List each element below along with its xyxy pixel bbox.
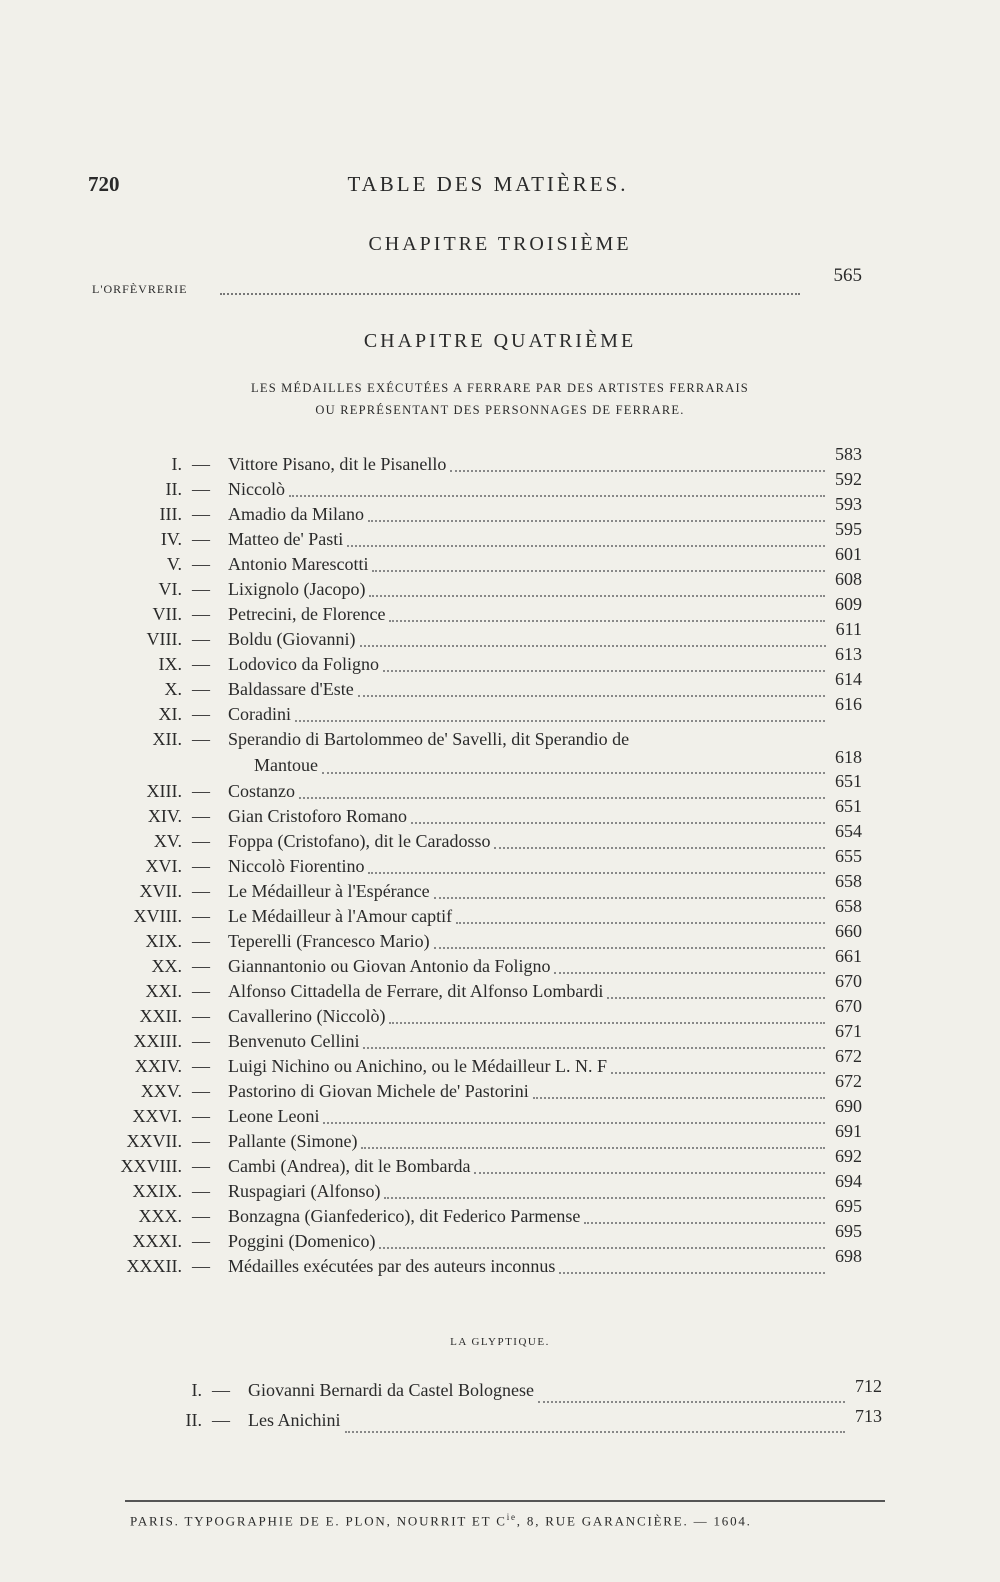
toc-entry-number: V. <box>166 554 182 574</box>
chapter-4-subtitle-line-2: OU REPRÉSENTANT DES PERSONNAGES DE FERRARE. <box>315 403 685 417</box>
leader-dots <box>538 1401 845 1403</box>
leader-dots <box>368 872 825 874</box>
toc-entry-page: 658 <box>835 871 862 891</box>
leader-dots <box>295 720 825 722</box>
toc-entry-number: I. <box>171 454 182 474</box>
toc-entry-title: Pastorino di Giovan Michele de' Pastorini <box>228 1081 529 1101</box>
leader-dots <box>559 1272 825 1274</box>
toc-entry <box>100 771 870 802</box>
toc-entry-number: XXVIII. <box>120 1156 182 1176</box>
toc-entry <box>100 871 870 902</box>
toc-entry <box>100 469 870 500</box>
toc-entry-page: 651 <box>835 796 862 816</box>
toc-entry-title: Le Médailleur à l'Amour captif <box>228 906 453 926</box>
leader-dots <box>220 293 800 295</box>
toc-entry-title: Médailles exécutées par des auteurs inconnus <box>228 1256 556 1276</box>
toc-entry <box>100 644 870 675</box>
toc-entry <box>100 594 870 625</box>
em-dash: — <box>192 454 210 474</box>
toc-entry <box>100 1046 870 1077</box>
em-dash: — <box>192 1131 210 1151</box>
toc-entry-title: Vittore Pisano, dit le Pisanello <box>228 454 447 474</box>
imprint-text: PARIS. TYPOGRAPHIE DE E. PLON, NOURRIT ET C <box>130 1513 507 1529</box>
toc-entry-page: 672 <box>835 1046 862 1066</box>
em-dash: — <box>192 1056 210 1076</box>
em-dash: — <box>192 1181 210 1201</box>
toc-entry <box>100 619 870 650</box>
em-dash: — <box>192 906 210 926</box>
toc-entry-number: XIV. <box>147 806 182 826</box>
leader-dots <box>384 1197 825 1199</box>
em-dash: — <box>192 579 210 599</box>
toc-entry-number: XXIX. <box>132 1181 182 1201</box>
toc-entry <box>100 519 870 550</box>
toc-entry-number: III. <box>159 504 182 524</box>
toc-entry <box>100 544 870 575</box>
toc-entry-page: 592 <box>835 469 862 489</box>
toc-entry-page: 670 <box>835 971 862 991</box>
em-dash: — <box>192 1081 210 1101</box>
toc-entry-title: Coradini <box>228 704 291 724</box>
toc-entry-page: 695 <box>835 1221 862 1241</box>
leader-dots <box>369 595 825 597</box>
em-dash: — <box>192 679 210 699</box>
em-dash: — <box>192 831 210 851</box>
chapter-4-heading: CHAPITRE QUATRIÈME <box>363 330 637 352</box>
toc-entry-number: XXV. <box>140 1081 182 1101</box>
toc-entry-title: L'ORFÈVRERIE <box>92 282 188 296</box>
em-dash: — <box>192 1256 210 1276</box>
leader-dots <box>607 997 825 999</box>
em-dash: — <box>192 554 210 574</box>
toc-entry <box>120 1406 890 1436</box>
toc-entry-page: 618 <box>835 747 862 767</box>
toc-entry-number: X. <box>164 679 182 699</box>
toc-entry <box>100 1071 870 1102</box>
em-dash: — <box>192 1106 210 1126</box>
em-dash: — <box>192 1031 210 1051</box>
toc-entry-number: XXX. <box>138 1206 182 1226</box>
toc-entry-number: VII. <box>152 604 182 624</box>
leader-dots <box>494 847 825 849</box>
leader-dots <box>363 1047 825 1049</box>
toc-entry-page: 690 <box>835 1096 862 1116</box>
glyptique-toc <box>120 1376 890 1436</box>
toc-entry-page: 613 <box>835 644 862 664</box>
toc-entry-number: XX. <box>151 956 182 976</box>
toc-entry-page: 593 <box>835 494 862 514</box>
toc-entry-number: XXII. <box>139 1006 182 1026</box>
toc-entry-number: I. <box>191 1380 202 1400</box>
toc-entry-title: Antonio Marescotti <box>228 554 369 574</box>
toc-entry-number: XXIV. <box>134 1056 182 1076</box>
em-dash: — <box>192 729 210 749</box>
toc-entry-page: 655 <box>835 846 862 866</box>
running-header <box>88 172 888 202</box>
toc-entry-page: 611 <box>835 619 862 639</box>
em-dash: — <box>192 1231 210 1251</box>
toc-entry-number: II. <box>185 1410 202 1430</box>
toc-entry-title: Boldu (Giovanni) <box>228 629 356 649</box>
toc-entry-title: Poggini (Domenico) <box>228 1231 376 1251</box>
em-dash: — <box>212 1410 230 1430</box>
toc-entry-page: 595 <box>835 519 862 539</box>
toc-entry-number: XIX. <box>145 931 182 951</box>
toc-entry-page: 695 <box>835 1196 862 1216</box>
toc-entry-title: Pallante (Simone) <box>228 1131 358 1151</box>
toc-entry-page: 712 <box>855 1376 882 1396</box>
toc-entry-page: 565 <box>833 265 862 286</box>
toc-entry-number: XII. <box>152 729 182 749</box>
printer-imprint <box>130 1512 890 1529</box>
leader-dots <box>322 772 825 774</box>
toc-entry-title: Cavallerino (Niccolò) <box>228 1006 386 1026</box>
em-dash: — <box>192 504 210 524</box>
toc-entry-number: XXVI. <box>132 1106 182 1126</box>
imprint-text-end: , 8, RUE GARANCIÈRE. — 1604. <box>516 1513 752 1529</box>
toc-entry <box>100 694 870 725</box>
em-dash: — <box>192 781 210 801</box>
imprint-superscript: ie <box>506 1512 517 1522</box>
toc-entry <box>100 444 870 475</box>
toc-entry-page: 608 <box>835 569 862 589</box>
toc-entry-number: XI. <box>158 704 182 724</box>
em-dash: — <box>192 479 210 499</box>
toc-entry-title: Lodovico da Foligno <box>228 654 379 674</box>
toc-entry-number: IX. <box>158 654 182 674</box>
toc-entry <box>100 1221 870 1252</box>
toc-entry-title: Giannantonio ou Giovan Antonio da Foligno <box>228 956 551 976</box>
toc-entry-page: 670 <box>835 996 862 1016</box>
toc-entry <box>100 1146 870 1177</box>
toc-entry-page: 661 <box>835 946 862 966</box>
leader-dots <box>456 922 825 924</box>
leader-dots <box>474 1172 825 1174</box>
toc-entry-title: Lixignolo (Jacopo) <box>228 579 366 599</box>
toc-entry-number: IV. <box>160 529 182 549</box>
toc-entry-number: XXIII. <box>133 1031 182 1051</box>
toc-entry-number: VIII. <box>146 629 182 649</box>
toc-entry-title-continued: Mantoue <box>254 755 318 775</box>
em-dash: — <box>212 1380 230 1400</box>
em-dash: — <box>192 881 210 901</box>
toc-entry <box>100 796 870 827</box>
em-dash: — <box>192 529 210 549</box>
toc-entry-number: XXVII. <box>126 1131 182 1151</box>
toc-entry-title: Bonzagna (Gianfederico), dit Federico Parmense <box>228 1206 581 1226</box>
leader-dots <box>450 470 825 472</box>
leader-dots <box>533 1097 825 1099</box>
em-dash: — <box>192 1206 210 1226</box>
toc-entry-number: XXXII. <box>126 1256 182 1276</box>
toc-entry-title: Cambi (Andrea), dit le Bombarda <box>228 1156 471 1176</box>
toc-entry <box>100 725 870 777</box>
toc-entry-title: Costanzo <box>228 781 295 801</box>
leader-dots <box>554 972 825 974</box>
toc-entry-orfevrerie <box>92 265 862 301</box>
toc-entry-page: 601 <box>835 544 862 564</box>
toc-entry <box>100 569 870 600</box>
toc-entry-title: Giovanni Bernardi da Castel Bolognese <box>248 1380 534 1400</box>
em-dash: — <box>192 806 210 826</box>
toc-entry <box>100 1096 870 1127</box>
leader-dots <box>411 822 825 824</box>
toc-entry <box>100 946 870 977</box>
leader-dots <box>611 1072 825 1074</box>
toc-entry-page: 658 <box>835 896 862 916</box>
toc-entry-page: 616 <box>835 694 862 714</box>
toc-entry <box>120 1376 890 1406</box>
toc-entry-number: XXI. <box>145 981 182 1001</box>
toc-entry-number: XVII. <box>139 881 182 901</box>
glyptique-heading: LA GLYPTIQUE. <box>450 1336 550 1348</box>
toc-entry <box>100 1246 870 1277</box>
toc-entry-page: 713 <box>855 1406 882 1426</box>
toc-entry-title: Petrecini, de Florence <box>228 604 386 624</box>
chapter-4-toc <box>100 444 870 1277</box>
toc-entry-title: Gian Cristoforo Romano <box>228 806 407 826</box>
toc-entry-page: 614 <box>835 669 862 689</box>
toc-entry-number: II. <box>165 479 182 499</box>
toc-entry <box>100 821 870 852</box>
toc-entry-title: Luigi Nichino ou Anichino, ou le Médailleur L. N. F <box>228 1056 607 1076</box>
toc-entry-title: Alfonso Cittadella de Ferrare, dit Alfonso Lombardi <box>228 981 604 1001</box>
toc-entry <box>100 921 870 952</box>
toc-entry <box>100 1171 870 1202</box>
running-title: TABLE DES MATIÈRES. <box>347 172 629 196</box>
toc-entry-page: 692 <box>835 1146 862 1166</box>
leader-dots <box>289 495 825 497</box>
toc-entry-title: Le Médailleur à l'Espérance <box>228 881 430 901</box>
toc-entry-page: 654 <box>835 821 862 841</box>
toc-entry-number: XV. <box>153 831 182 851</box>
toc-entry <box>100 669 870 700</box>
toc-entry-page: 671 <box>835 1021 862 1041</box>
toc-entry <box>100 1196 870 1227</box>
leader-dots <box>434 947 825 949</box>
toc-entry-title: Sperandio di Bartolommeo de' Savelli, dit Sperandio de <box>228 729 630 749</box>
em-dash: — <box>192 931 210 951</box>
footer-rule <box>125 1500 885 1502</box>
leader-dots <box>383 670 825 672</box>
leader-dots <box>584 1222 825 1224</box>
leader-dots <box>389 620 825 622</box>
toc-entry-title: Benvenuto Cellini <box>228 1031 360 1051</box>
toc-entry-page: 698 <box>835 1246 862 1266</box>
em-dash: — <box>192 1156 210 1176</box>
chapter-4-subtitle-line-1: LES MÉDAILLES EXÉCUTÉES A FERRARE PAR DES ARTISTES FERRARAIS <box>251 381 749 395</box>
leader-dots <box>299 797 825 799</box>
leader-dots <box>361 1147 825 1149</box>
leader-dots <box>368 520 825 522</box>
toc-entry-title: Baldassare d'Este <box>228 679 354 699</box>
em-dash: — <box>192 604 210 624</box>
toc-entry-title: Les Anichini <box>248 1410 341 1430</box>
em-dash: — <box>192 629 210 649</box>
em-dash: — <box>192 956 210 976</box>
toc-entry-title: Teperelli (Francesco Mario) <box>228 931 430 951</box>
toc-entry-title: Niccolò <box>228 479 285 499</box>
toc-entry <box>100 896 870 927</box>
toc-entry-page: 694 <box>835 1171 862 1191</box>
em-dash: — <box>192 856 210 876</box>
em-dash: — <box>192 1006 210 1026</box>
toc-entry-page: 691 <box>835 1121 862 1141</box>
em-dash: — <box>192 704 210 724</box>
toc-entry-title: Leone Leoni <box>228 1106 320 1126</box>
toc-entry-page: 651 <box>835 771 862 791</box>
toc-entry-number: XIII. <box>146 781 182 801</box>
em-dash: — <box>192 981 210 1001</box>
toc-entry-title: Amadio da Milano <box>228 504 364 524</box>
toc-entry-number: VI. <box>158 579 182 599</box>
leader-dots <box>347 545 825 547</box>
leader-dots <box>434 897 825 899</box>
toc-entry-page: 672 <box>835 1071 862 1091</box>
leader-dots <box>345 1431 846 1433</box>
toc-entry-title: Foppa (Cristofano), dit le Caradosso <box>228 831 491 851</box>
leader-dots <box>389 1022 825 1024</box>
toc-entry <box>100 494 870 525</box>
toc-entry-number: XXXI. <box>132 1231 182 1251</box>
em-dash: — <box>192 654 210 674</box>
toc-entry-number: XVI. <box>145 856 182 876</box>
toc-entry <box>100 971 870 1002</box>
toc-entry-page: 583 <box>835 444 862 464</box>
toc-entry-page: 660 <box>835 921 862 941</box>
leader-dots <box>358 695 825 697</box>
toc-entry-title: Matteo de' Pasti <box>228 529 344 549</box>
toc-entry-number: XVIII. <box>133 906 182 926</box>
leader-dots <box>379 1247 825 1249</box>
leader-dots <box>323 1122 825 1124</box>
page-number: 720 <box>88 172 120 196</box>
toc-entry-title: Niccolò Fiorentino <box>228 856 365 876</box>
toc-entry <box>100 846 870 877</box>
leader-dots <box>360 645 826 647</box>
toc-entry-title: Ruspagiari (Alfonso) <box>228 1181 381 1201</box>
toc-entry <box>100 996 870 1027</box>
chapter-3-heading: CHAPITRE TROISIÈME <box>368 233 632 255</box>
toc-entry-page: 609 <box>835 594 862 614</box>
toc-entry <box>100 1021 870 1052</box>
toc-entry <box>100 1121 870 1152</box>
leader-dots <box>372 570 825 572</box>
